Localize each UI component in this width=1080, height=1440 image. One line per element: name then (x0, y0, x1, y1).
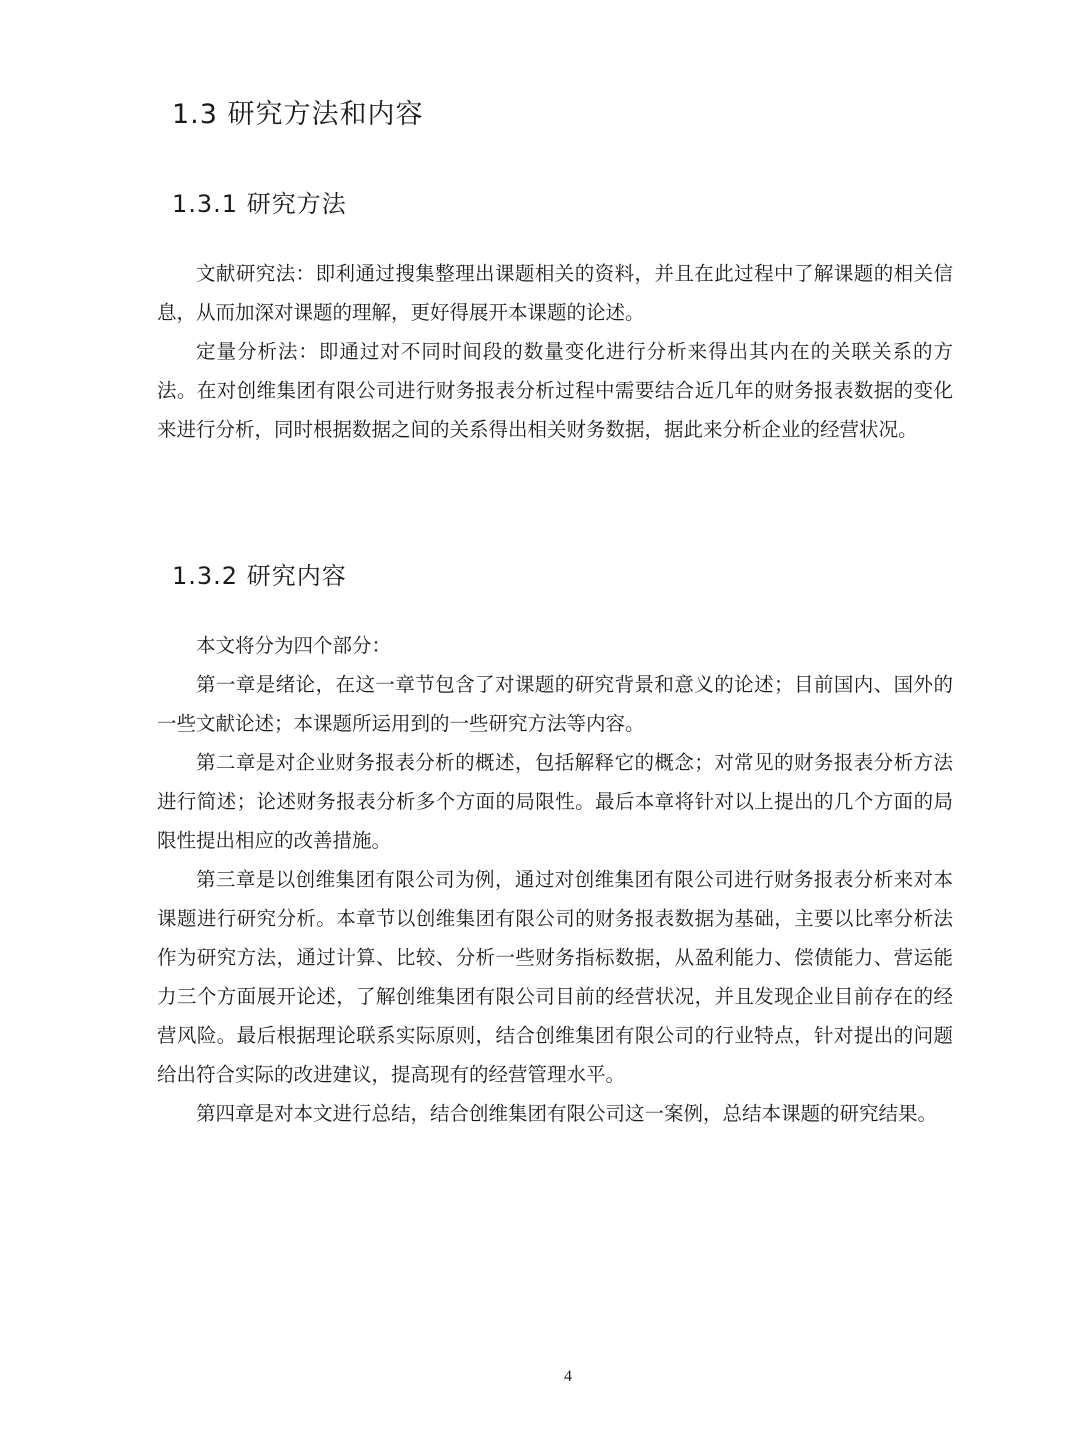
paragraph-chapter-1: 第一章是绪论，在这一章节包含了对课题的研究背景和意义的论述；目前国内、国外的一些文献论述；本课题所运用到的一些研究方法等内容。 (157, 673, 953, 735)
methods-heading: 1.3.1 研究方法 (172, 190, 347, 218)
paragraph-quantitative-method: 定量分析法：即通过对不同时间段的数量变化进行分析来得出其内在的关联关系的方法。在对创维集团有限公司进行财务报表分析过程中需要结合近几年的财务报表数据的变化来进行分析，同时根据数据之间的关系得出相关财务数据，据此来分析企业的经营状况。 (157, 340, 953, 441)
paragraph-literature-method: 文献研究法：即利通过搜集整理出课题相关的资料，并且在此过程中了解课题的相关信息，从而加深对课题的理解，更好得展开本课题的论述。 (157, 262, 953, 324)
paragraph-chapter-3: 第三章是以创维集团有限公司为例，通过对创维集团有限公司进行财务报表分析来对本课题进行研究分析。本章节以创维集团有限公司的财务报表数据为基础，主要以比率分析法作为研究方法，通过计算、比较、分析一些财务指标数据，从盈利能力、偿债能力、营运能力三个方面展开论述，了解创维集团有限公司目前的经营状况，并且发现企业目前存在的经营风险。最后根据理论联系实际原则，结合创维集团有限公司的行业特点，针对提出的问题给出符合实际的改进建议，提高现有的经营管理水平。 (157, 868, 953, 1086)
page-number: 4 (564, 1368, 572, 1385)
section-heading: 1.3 研究方法和内容 (172, 99, 424, 130)
paragraph-intro: 本文将分为四个部分： (196, 634, 392, 657)
content-body (157, 626, 953, 1133)
paragraph-chapter-2: 第二章是对企业财务报表分析的概述，包括解释它的概念；对常见的财务报表分析方法进行简述；论述财务报表分析多个方面的局限性。最后本章将针对以上提出的几个方面的局限性提出相应的改善措施。 (157, 751, 953, 852)
content-heading: 1.3.2 研究内容 (172, 562, 347, 590)
methods-body (157, 254, 953, 449)
paragraph-chapter-4: 第四章是对本文进行总结，结合创维集团有限公司这一案例，总结本课题的研究结果。 (196, 1102, 938, 1125)
